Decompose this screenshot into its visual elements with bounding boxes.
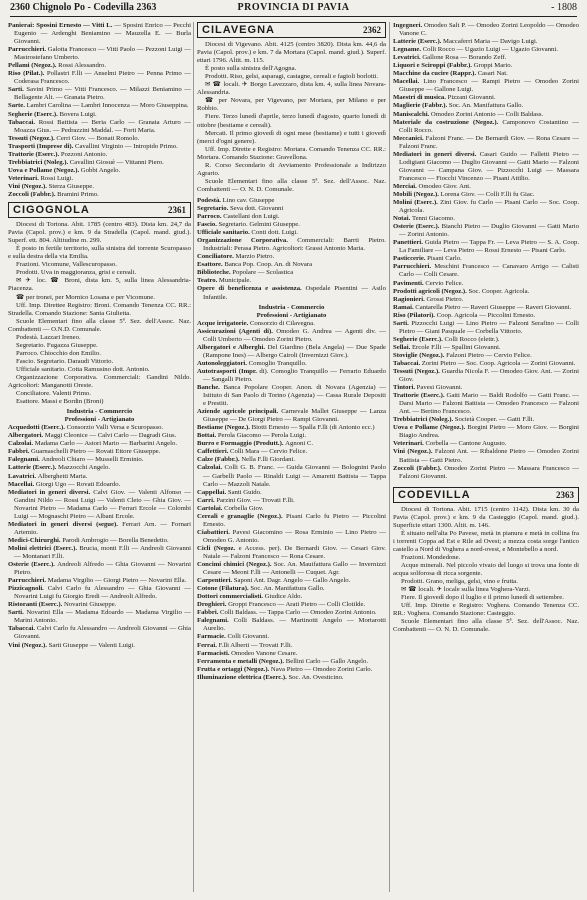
directory-entry: Cereali e granaglie (Negoz.). Pisani Carlo fu Pietro — Piccolini Ernesto. [197,512,386,528]
directory-entry: Frazioni. Vicomune, Vallescuropasso. [16,261,117,269]
directory-entry: Stoviglie (Negoz.). Falzoni Pietro — Cervio Felice. [393,351,532,359]
town-name: CILAVEGNA [202,24,275,36]
directory-entry: Albergatori. Maggi Cleonice — Calvi Carlo — Dagradi Gius. [8,432,177,440]
directory-entry: Conciliatore. Marzio Pietro. [197,253,275,261]
directory-entry: Sellai. Ercole F.lli — Spallini Giovanni. [393,343,501,351]
directory-entry: Mediatori in generi diversi (segue). Ferrari Arn. — Fornari Artemio. [8,520,191,536]
directory-entry: È posto in fertile territorio, sulla sinistra del torrente Scuropasso e sulla destra della via Emilia. [8,245,191,261]
directory-entry: Parroco. Castellani don Luigi. [197,213,280,221]
directory-entry: Uff. Imp. Dirette e Registro: Mortara. Comando Tenenza CC. RR.: Mortara. Comando Stazione: Gravellona. [197,145,386,161]
directory-entry: Osterie (Eserc.). Andreoli Alfredo — Ghia Giovanni — Novarini Pietro. [8,561,191,577]
directory-entry: Pizzicagnoli. Calvi Carlo fu Alessandro — Ghia Giovanni — Novarini Luigi fu Giorgio Eredi — Andreoli Alfredo. [8,585,191,601]
directory-entry: Prodotti agricoli (Negoz.). Soc. Cooper. Agricola. [393,287,530,295]
directory-entry: Prodotti. Riso, gelsi, asparagi, castagne, cereali e fagioli borlotti. [205,73,379,81]
codevilla-intro [393,506,579,635]
directory-entry: Parrucchieri. Meschini Francesco — Canavaro Arrigo — Calisti Carlo — Colli Cesare. [393,263,579,279]
directory-entry: Burro e Formaggio (Produtt.). Agnoni C. [197,440,314,448]
directory-entry: Parrucchieri. Galotta Francesco — Vitti Paolo — Pezzoni Luigi — Mastrostefano Umberto. [8,46,191,62]
directory-entry: Tabaccai. Rossi Battista — Beria Carlo — Granata Arturo — Moazza Gius. — Pedrazzini Maddal. — Forti Maria. [8,118,191,134]
directory-entry: Sarti. Savini Primo — Vitti Francesco. — Milazzi Beniamino — Bellagente Alt. — Granata Pietro. [8,86,191,102]
directory-entry: R. Corso Secondario di Avviamento Professionale a Indirizzo Agrario. [197,161,386,177]
directory-entry: Carpentieri. Saponi Ant. Dagr. Angelo — Gallo Angelo. [197,577,351,585]
directory-entry: Sarti. Pizzocchi Luigi — Lino Pietro — Falzoni Serafino — Colli Pietro — Giani Pasquale — Corbella Vittorio. [393,319,579,335]
directory-entry: Banche. Banca Popolare Cooper. Anon. di Novara (Agenzia) — Istituto di San Paolo di Torino (Agenzia) — Cassa Rurale Depositi e Prestiti. [197,384,386,408]
directory-entry: Podestà. Lazzari Ireneo. [16,333,81,341]
directory-entry: Teatro. Municipale. [197,277,252,285]
section-heading: Industria - Commercio Professioni - Artigianato [64,408,135,424]
directory-entry: Fiere. Terzo lunedì d'aprile, terzo lunedì d'agosto, quarto lunedì di ottobre (bestiame e cereali). [197,113,386,129]
directory-entry: Cicli (Negoz. e Access. per). De Bernardi Giov. — Cesari Giov. Natale — Falzoni Francesco — Rona Cesare. [197,544,386,560]
directory-entry: Diocesi di Vigevano. Abit. 4125 (centro 3820). Dista km. 44,6 da Pavia (Capol. prov.) e km. 7 da Mortara (Capol. mand. giud.). Superf. ettari 1796. Altit. m. 115. [197,41,386,65]
directory-entry: Tessuti (Negoz.). Guardia Nicola F. — Omodeo Giov. Ant. — Zorini Giov. [393,368,579,384]
directory-entry: Falegnami. Colli Baldass. — Martinotti Angelo — Mortarotti Aurelio. [197,617,386,633]
directory-entry: Albergatori e Alberghi. Del Giardino (Bela Angela) — Due Spade (Rampone Ines) — Albergo Cairoli (Invernizzi Giov.). [197,343,386,359]
directory-entry: Ferramenta e metalli (Negoz.). Bellini Carlo — Gallo Angelo. [197,657,369,665]
section-heading: Industria - Commercio Professioni - Artigianato [256,303,327,319]
directory-entry: Ciabattieri. Pavesi Giacomino — Rosa Erminio — Lino Pietro — Omodeo G. Antonio. [197,528,386,544]
directory-entry: Veterinari. Rossi Luigi. [8,174,74,182]
directory-entry: Maglierie (Fabbr.). Soc. An. Manifattura Gallo. [393,102,524,110]
directory-entry: Fiere. Il giovedì dopo il luglio e il primo lunedì di settembre. [401,594,564,602]
directory-entry: Diocesi di Tortona. Abit. 1715 (centro 1142). Dista km. 30 da Pavia (Capol. prov.) e km. 9 da Casteggio (Capol. mand. giud.). Superficie ettari 1300. Altit. m. 146. [393,505,579,529]
directory-entry: Scuole Elementari fino alla classe 5ª. Sez. dell'Assoc. Naz. Combattenti — O.N.D. Comunale. [8,317,191,333]
directory-entry: Liquori e Sciroppi (Fabbr.). Groppi Mario. [393,62,513,70]
page-header-title: PROVINCIA DI PAVIA [237,2,350,13]
directory-entry: Droghieri. Groppi Francesco — Arati Pietro — Colli Clotilde. [197,601,366,609]
town-header-cilavegna [197,22,386,38]
directory-entry: Parrucchieri. Madama Virgilio — Giorgi Pietro — Novarini Ella. [8,577,187,585]
directory-entry: Tintori. Pavesi Giovanni. [393,384,463,392]
column-2 [197,22,386,892]
town-header-codevilla [393,487,579,503]
directory-entry: Esattore. Massi e Bordin (Broni) [16,398,104,406]
cigognola-entries [8,424,191,649]
directory-entry: Assicurazioni (Agenti di). Omodeo G. Andrea — Agenti div. — Colli Umberto — Omodeo Zorini Pietro. [197,327,386,343]
directory-entry: Cappellai. Santi Guido. [197,488,262,496]
directory-entry: Calze (Fabbr.). Nella F.lli Giordani. [197,456,296,464]
directory-entry: Frutta e ortaggi (Negoz.). Nava Pietro — Omodeo Zorini Carlo. [197,665,373,673]
directory-entry: Farmacie. Colli Giovanni. [197,633,270,641]
directory-entry: Trebbiatrici (Noleg.). Cavallini Giosuè — Vittanni Piero. [8,158,164,166]
directory-entry: Mobili (Negoz.). Lorena Giov. — Colli F.lli fu Giac. [393,190,535,198]
directory-entry: Autonoleggiatori. Comoglio Tranquillo. [197,359,307,367]
directory-entry: Biblioteche. Popolare — Scolastica [197,269,294,277]
directory-entry: Macellai. Lino Francesco — Rampi Pietro — Omodeo Zorini Giuseppe — Gallone Luigi. [393,78,579,94]
directory-entry: Riso (Pilat.). Pollastri F.lli — Anselmi Pietro — Penna Primo — Coderasa Francesco. [8,70,191,86]
directory-entry: Tabaccai. Calvi Carlo fu Alessandro — Andreoli Giovanni — Ghia Giovanni. [8,625,191,641]
directory-entry: Cartolai. Corbella Giov. [197,504,264,512]
directory-entry: Conciliatore. Valenti Primo. [16,390,91,398]
directory-entry: ✉ ☎ locali. ✈ locale sulla linea Voghera-Varzi. [401,586,531,594]
directory-entry: Uff. Imp. Direttee Registro: Broni. Comando Tenenza CC. RR.: Stradella. Comando Stazione: Santa Giulietta. [8,301,191,317]
directory-entry: Osterie (Eserc.). Bianchi Pietro — Duglio Giovanni — Gatti Mario — Zorini Antonio. [393,223,579,239]
directory-entry: È situato nell'alta Po Pavese, metà in pianura e metà in collina fra i torrenti Coppa ad Est e Rile ad Ovest; a mezza costa sorge l'antico castello a Nord di Voghera a nord-ovest, e Montebello a nord. [393,529,579,553]
directory-entry: Vini (Negoz.). Falzoni Ant. — Ribaldone Pietro — Omodeo Zorini Battista — Gatti Pietro. [393,448,579,464]
directory-entry: Veterinari. Corbella — Cantone Augusto. [393,440,507,448]
directory-entry: Podestà. Lino cav. Giuseppe [197,196,275,204]
town-header-cigognola [8,202,191,218]
directory-entry: Latterie (Eserc.). Maccaferri Maria — Davigo Luigi. [393,38,538,46]
directory-entry: Concimi chimici (Negoz.). Soc. An. Mauifattura Gallo — Invernizzi Cesare — Meoni F.lli — Antonelli — Cuquet. Agr. [197,561,386,577]
directory-entry: Materiale da costruzione (Negoz.). Camponovo Costantino — Colli Rocco. [393,118,579,134]
directory-entry: Mediatori in generi diversi. Calvi Giov. — Valenti Alfonso — Gandini Nildo — Rossi Luigi — Valenti Cleto — Ghia Giov. — Novarini Pietro — Madama Carlo — Ferrari Ercole — Colombi Luigi — Mognaschi Pietro — Albani Ercole. [8,488,191,520]
directory-entry: Vini (Negoz.). Sterza Giuseppe. [8,182,94,190]
directory-entry: Prodotti. Grano, meliga, gelsi, vino e frutta. [401,578,518,586]
directory-entry: ☎ per Novara, per Vigevano, per Mortara, per Milano e per Robbio. [197,97,386,113]
directory-entry: Opere di beneficenza e assistenza. Ospedale Pisentini — Asilo Infantile. [197,285,386,301]
directory-entry: Prodotti. Uva in maggioranza, grisi e cereali. [16,269,137,277]
directory-entry: Lavatrici. Alberghetti Maria. [8,472,88,480]
directory-entry: Autotrasporti (Impr. di). Comoglio Tranquillo — Ferrario Eduardo — Sangalli Pietro. [197,367,386,383]
directory-entry: Sarti. Novarini Ella — Madama Edoardo — Madama Virgilio — Marini Antonio. [8,609,191,625]
directory-entry: Trattorie (Eserc.). Gatti Mario — Baldi Rodolfo — Gatti Franc. — Darsi Mario — Falzoni Battista — Omodeo Francesco — Falzoni Ant. — Bertino Francesco. [393,392,579,416]
directory-entry: Meccanici. Falzoni Franc. — De Bernardi Giov. — Rona Cesare — Falzoni Franc. [393,134,579,150]
directory-entry: Cotone (Filatura). Soc. An. Manifattura Gallo. [197,585,325,593]
directory-entry: Macellai. Giorgi Ugo — Rovati Edoardo. [8,480,121,488]
directory-entry: Scuole Elementari fino alla classe 5ª. Sez. dell'Assoc. Naz. Combattenti — O. N. D. Comunale. [197,177,386,193]
cilavegna-intro [197,41,386,194]
town-code: 2361 [168,205,186,216]
directory-entry: Pasticcerie. Pisani Carlo. [393,255,462,263]
directory-entry: Esattore. Banca Pop. Coop. An. di Novara [197,261,313,269]
directory-entry: Bottai. Perola Giacomo — Perola Luigi. [197,432,307,440]
directory-entry: ✉ ☎ locali. ✈ Borgo Lavezzaro, dista km. 4, sulla linea Novara-Alessandria. [197,81,386,97]
directory-entry: Ristoranti (Eserc.). Novarini Giuseppe. [8,601,117,609]
directory-entry: Maestri di musica. Pizzani Giovanni. [393,94,496,102]
column-3 [393,22,579,892]
directory-entry: Zoccoli (Fabbr.). Bramini Primo. [8,190,99,198]
page-header [10,2,577,17]
directory-entry: Molini elettrici (Eserc.). Brucia, monti F.lli — Andreoli Giovanni — Montanari F.lli. [8,544,191,560]
directory-entry: Segretario. Fugazza Giuseppe. [16,341,98,349]
directory-entry: Uff. Imp. Dirette e Registro: Voghera. Comando Tenenza CC. RR.: Voghera. Comando Stazione: Casteggio. [393,602,579,618]
directory-entry: Acque minerali. Nel piccolo vivaio del luogo si trova una fonte di acqua solforosa di ricca sorgente. [393,562,579,578]
directory-entry: Uova e Pollame (Negoz.). Borgini Pietro — Moro Giov. — Borgini Biagio Andrea. [393,424,579,440]
directory-entry: Panettieri. Guida Pietro — Tappa Fr. — Leva Pietro — S. A. Coop. La Familiare — Leva Pietro — Rossi Ernesto — Pisani Carlo. [393,239,579,255]
directory-entry: Ferrai. F.lli Alberti — Trovati F.lli. [197,641,293,649]
directory-entry: Ufficiale sanitario. Conti dott. Luigi. [197,229,298,237]
directory-entry: Panierai: Sposini Ernesto — Vitti L. — Sposini Enrico — Pecchi Eugenio — Ardenghi Beniamino — Mauzella E. — Burla Giovanni. [8,22,191,46]
directory-entry: Trattorie (Eserc.). Pozzoni Antonio. [8,150,108,158]
directory-entry: Mercati. Il primo giovedì di ogni mese (bestiame) e tutti i giovedì (merci d'ogni genere). [197,129,386,145]
directory-entry: Organizzazione Corporativa. Commerciali: Gandini Nildo. Agricoltori: Manganotti Oreste. [8,373,191,390]
directory-entry: Uova e Pollame (Negoz.). Gobbi Angelo. [8,166,121,174]
chignolo-entries [8,22,191,199]
directory-entry: Fabbri. Colli Baldass. — Tappa Carlo — Omodeo Zorini Antonio. [197,609,377,617]
directory-entry: Segherie (Eserc.). Colli Rocco (elettr.). [393,335,500,343]
directory-entry: Calzolai. Colli G. B. Franc. — Guida Giovanni — Bolognini Paolo — Garbelli Paolo — Rinaldi Luigi — Amaretti Battista — Tappa Carlo — Mazzoli Natale. [197,464,386,488]
directory-entry: Fascio. Segretario. Gelmini Giuseppe. [197,221,300,229]
directory-entry: Tabaccai. Zorini Pietro — Soc. Coop. Agricola — Zorini Giovanni. [393,359,576,367]
directory-entry: Falegnami. Andreoli Chiaro — Musselli Erminio. [8,456,144,464]
directory-entry: Aziende agricole principali. Carnevale Mallet Giuseppe — Lanza Giuseppe — De Giorgi Pietro — Rampi Giovanni. [197,408,386,424]
directory-entry: Ragionieri. Grossi Pietro. [393,295,464,303]
directory-entry: Ingegneri. Omodeo Salt P. — Omodeo Zorini Leopoldo — Omodeo Vanone C. [393,22,579,38]
directory-entry: Riso (Pilatori). Coop. Agricola — Piccolini Ernesto. [393,311,536,319]
cigognola-intro [8,221,191,406]
directory-entry: Scuole Elementari fino alla classe 5ª. Sez. dell'Assoc. Naz. Combattenti — O. N. D. Comunale. [393,618,579,634]
town-code: 2363 [556,489,574,500]
directory-entry: Fascio. Segretario. Daraudi Vittorio. [16,357,114,365]
directory-entry: Fabbri. Guarnaschelli Pietro — Rovati Ettore Giuseppe. [8,448,161,456]
directory-entry: Tessuti (Negoz.). Cerri Giov. — Bonati Romolo. [8,134,140,142]
page-header-left: 2360 Chignolo Po - Codevilla 2363 [10,2,157,13]
directory-entry: Sarte. Lambri Carolina — Lambri Innocenza — Moro Giuseppina. [8,102,189,110]
directory-entry: ☎ per tronei, per Mornico Losana e per Vicomune. [16,293,155,301]
directory-entry: Trebbiatrici (Noleg.). Società Cooper. — Gatti F.lli. [393,416,535,424]
directory-entry: Pellami (Negoz.). Rossi Alessandro. [8,62,107,70]
directory-entry: Caffettieri. Colli Mara — Cervio Felice. [197,448,308,456]
column-rule-1 [193,22,194,892]
directory-entry: Organizzazione Corporativa. Commerciali: Barrti Pietro. Industriali: Perasa Pietro. Agricoltori: Grassi Antonio Maria. [197,237,386,253]
directory-entry: ✉ ✈ loc. ☎ Broni, dista km. 5, sulla linea Alessandria-Piacenza. [8,277,191,293]
directory-entry: Ufficiale sanitario. Cotta Ramusino dott. Antonio. [16,365,150,373]
cilavegna-entries [197,320,386,682]
directory-entry: Levatrici. Gallone Rosa — Borando Zeff. [393,54,507,62]
directory-entry: Trasporti (Imprese di). Cavallini Virginio — Intropido Primo. [8,142,178,150]
town-name: CODEVILLA [398,488,471,501]
column-1 [8,22,191,892]
directory-entry: Diocesi di Tortona. Abit. 1785 (centro 483). Dista km. 24,7 da Pavia (Capol. prov.) e km. 9 da Stradella (Capol. mand. giud.). Superf. ett. 804. Altitudine m. 299. [8,221,191,245]
directory-entry: Ramai. Cantarella Pietro — Raveri Giuseppe — Raveri Giovanni. [393,303,572,311]
cilavegna-entries-continued [393,22,579,481]
directory-entry: Mediatori in generi diversi. Casari Guido — Falletti Pietro — Lodigiani Giacomo — Duglio Giovanni — Gatti Mario — Falzoni Giovanni — Campana Giov. — Pizzocchi Luigi — Massara Francesco — Fiocchi Vincenzo — Pisani Attilio. [393,150,579,182]
directory-entry: Farmacisti. Omodeo Vanone Cesare. [197,649,298,657]
directory-entry: Legname. Colli Rocco — Ugazio Luigi — Ugazio Giovanni. [393,46,558,54]
directory-entry: Notai. Tenni Giacomo. [393,215,455,223]
directory-entry: Acque irrigatorie. Consorzio di Cilavegna. [197,319,315,327]
directory-entry: Dottori commercialisti. Giudice Aldo. [197,593,303,601]
town-code: 2362 [363,25,381,35]
directory-entry: È posto sulla sinistra dell'Agogna. [205,65,297,73]
directory-entry: Carri. Parzini Giov. — Trovati F.lli. [197,496,295,504]
directory-entry: Merciai. Omodeo Giov. Ant. [393,182,471,190]
town-name: CIGOGNOLA [13,204,90,217]
page-header-page: - 1808 [551,2,577,13]
directory-entry: Frazioni. Mondedone. [401,554,461,561]
directory-entry: Zoccoli (Fabbr.). Omodeo Zorini Pietro — Massara Francesco — Falzoni Giovanni. [393,464,579,480]
directory-entry: Calzolai. Madama Carlo — Astori Mario — Barbarini Angelo. [8,440,178,448]
directory-entry: Molini (Eserc.). Zini Giov. fu Carlo — Pisani Carlo — Soc. Coop. Agricola. [393,199,579,215]
cilavegna-admin [197,197,386,302]
directory-entry: Pavimenti. Cervio Felice. [393,279,464,287]
directory-entry: Parroco. Chiocchio don Emilio. [16,349,101,357]
column-rule-2 [389,22,390,892]
directory-entry: Segherie (Eserc.). Bovera Luigi. [8,110,97,118]
directory-entry: Macchine da cucire (Rappr.). Casari Nat. [393,70,508,78]
directory-entry: Acquedotti (Eserc.). Consorzio Valli Versa e Scuropasso. [8,424,164,432]
directory-entry: Vini (Negoz.). Sarti Giuseppe — Valenti Luigi. [8,641,135,649]
directory-entry: Maniscalchi. Omodeo Zorini Antonio — Colli Baldass. [393,110,544,118]
directory-entry: Segretario. Seva dott. Giovanni [197,204,284,212]
directory-entry: Bestiame (Negoz.). Biotti Ernesto — Spalla F.lli (di Antonio ecc.) [197,424,375,432]
directory-entry: Medici-Chirurghi. Parodi Ambrogio — Borella Benedetto. [8,536,169,544]
directory-entry: Latterie (Eserc.). Mazzocchi Angelo. [8,464,111,472]
directory-entry: Illuminazione elettrica (Eserc.). Soc. An. Ovesticino. [197,673,344,681]
